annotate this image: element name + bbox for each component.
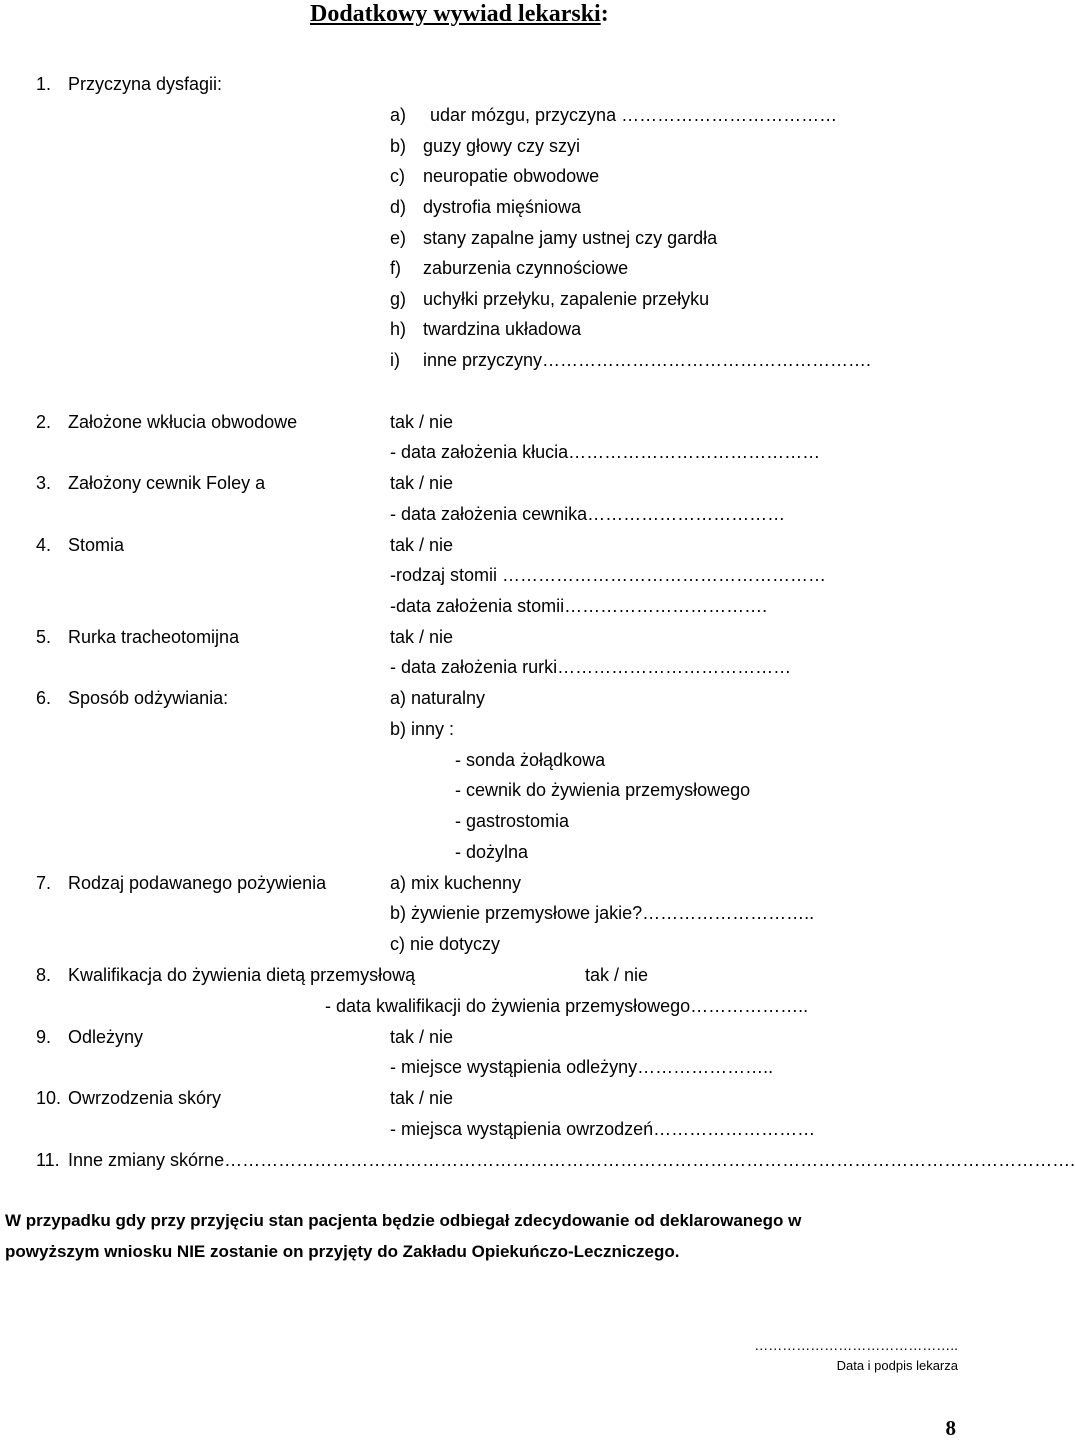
q5-number: 5. xyxy=(36,627,52,647)
q5-answer: tak / nie xyxy=(390,627,454,647)
q3-detail: - data założenia cewnika…………………………… xyxy=(390,504,786,524)
q4-label: Stomia xyxy=(68,535,125,555)
q7-label: Rodzaj podawanego pożywienia xyxy=(68,873,327,893)
q6-suboption: - dożylna xyxy=(455,842,529,862)
q2-detail: - data założenia kłucia…………………………………… xyxy=(390,442,821,462)
q2-label: Założone wkłucia obwodowe xyxy=(68,412,298,432)
q10-label: Owrzodzenia skóry xyxy=(68,1088,222,1108)
q10-detail: - miejsca wystąpienia owrzodzeń……………………… xyxy=(390,1119,816,1139)
notice-line-2: powyższym wniosku NIE zostanie on przyjęty do Zakładu Opiekuńczo-Leczniczego. xyxy=(5,1242,680,1261)
q7-option-b: b) żywienie przemysłowe jakie?……………………….. xyxy=(390,903,815,923)
q4-detail-type: -rodzaj stomii ……………………………………………… xyxy=(390,565,827,585)
q8-detail: - data kwalifikacji do żywienia przemysłowego……………….. xyxy=(325,996,809,1016)
q5-detail: - data założenia rurki………………………………… xyxy=(390,657,792,677)
q1-option-letter: d) xyxy=(390,197,407,217)
q4-detail-date: -data założenia stomii……………………………. xyxy=(390,596,768,616)
q6-label: Sposób odżywiania: xyxy=(68,688,229,708)
q6-suboption: - cewnik do żywienia przemysłowego xyxy=(455,780,751,800)
q6-option-a: a) naturalny xyxy=(390,688,486,708)
q1-option-text: uchyłki przełyku, zapalenie przełyku xyxy=(423,289,710,309)
q1-option-text: udar mózgu, przyczyna ……………………………… xyxy=(430,105,838,125)
page-title-text: Dodatkowy wywiad lekarski xyxy=(310,1,601,27)
q11-number: 11. xyxy=(36,1150,60,1170)
signature-dots: …………………………………….. xyxy=(754,1337,958,1353)
q2-number: 2. xyxy=(36,412,52,432)
signature-label: Data i podpis lekarza xyxy=(836,1358,958,1373)
q1-option-letter: c) xyxy=(390,166,405,186)
q1-option-text: neuropatie obwodowe xyxy=(423,166,600,186)
q3-answer: tak / nie xyxy=(390,473,454,493)
q8-number: 8. xyxy=(36,965,52,985)
q2-answer: tak / nie xyxy=(390,412,454,432)
q4-answer: tak / nie xyxy=(390,535,454,555)
q1-option-letter: a) xyxy=(390,105,407,125)
q6-number: 6. xyxy=(36,688,52,708)
q1-option-letter: h) xyxy=(390,319,407,339)
q1-option-text: dystrofia mięśniowa xyxy=(423,197,582,217)
q11-label: Inne zmiany skórne……………………………………………………………………………………………………………………………. xyxy=(68,1150,1075,1170)
notice-line-1: W przypadku gdy przy przyjęciu stan pacjenta będzie odbiegał zdecydowanie od deklarowanego w xyxy=(5,1211,802,1230)
q1-option-letter: f) xyxy=(390,258,401,278)
q6-suboption: - sonda żołądkowa xyxy=(455,750,606,770)
q8-label: Kwalifikacja do żywienia dietą przemysłową xyxy=(68,965,416,985)
q6-option-b: b) inny : xyxy=(390,719,455,739)
q7-option-a: a) mix kuchenny xyxy=(390,873,522,893)
q3-number: 3. xyxy=(36,473,52,493)
q4-number: 4. xyxy=(36,535,52,555)
q7-number: 7. xyxy=(36,873,52,893)
q1-option-text: guzy głowy czy szyi xyxy=(423,136,581,156)
q1-option-text: stany zapalne jamy ustnej czy gardła xyxy=(423,228,718,248)
q10-number: 10. xyxy=(36,1088,62,1108)
q7-option-c: c) nie dotyczy xyxy=(390,934,501,954)
q9-detail: - miejsce wystąpienia odleżyny………………….. xyxy=(390,1057,774,1077)
page-title-colon: : xyxy=(600,1,609,27)
q3-label: Założony cewnik Foley a xyxy=(68,473,266,493)
page-title xyxy=(310,0,609,28)
q1-option-letter: g) xyxy=(390,289,407,309)
q9-answer: tak / nie xyxy=(390,1027,454,1047)
q1-option-letter: b) xyxy=(390,136,407,156)
q1-option-text: zaburzenia czynnościowe xyxy=(423,258,629,278)
q8-answer: tak / nie xyxy=(585,965,649,985)
q10-answer: tak / nie xyxy=(390,1088,454,1108)
q6-suboption: - gastrostomia xyxy=(455,811,570,831)
q1-option-text: inne przyczyny………………………………………………. xyxy=(423,350,872,370)
q1-option-letter: i) xyxy=(390,350,400,370)
page-number: 8 xyxy=(945,1416,956,1440)
q1-option-letter: e) xyxy=(390,228,407,248)
q1-label: Przyczyna dysfagii: xyxy=(68,74,223,94)
q9-number: 9. xyxy=(36,1027,52,1047)
q5-label: Rurka tracheotomijna xyxy=(68,627,240,647)
q1-number: 1. xyxy=(36,74,52,94)
q9-label: Odleżyny xyxy=(68,1027,144,1047)
q1-option-text: twardzina układowa xyxy=(423,319,582,339)
